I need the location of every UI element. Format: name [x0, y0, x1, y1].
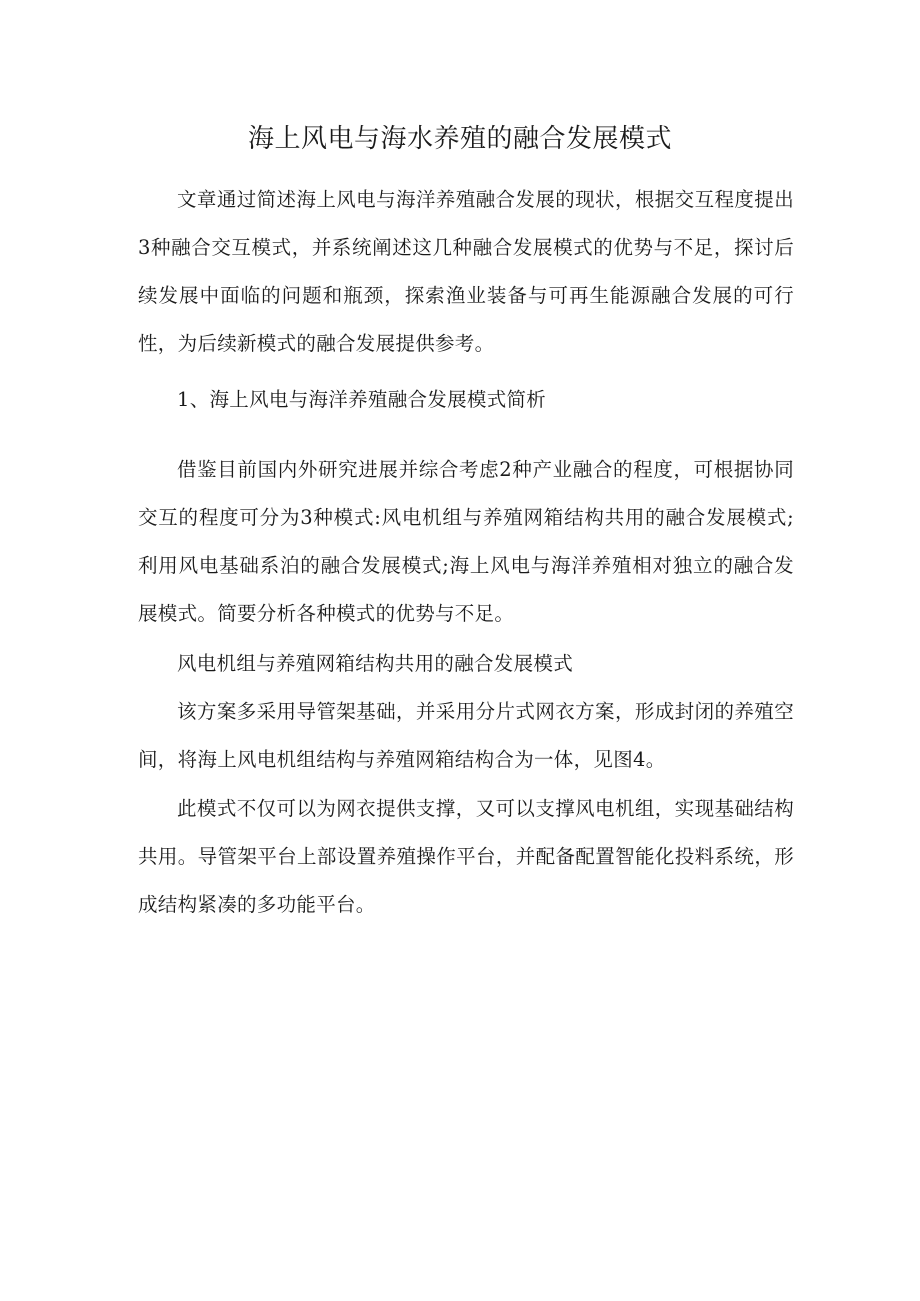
subsection-paragraph-2: 此模式不仅可以为网衣提供支撑，又可以支撑风电机组，实现基础结构共用。导管架平台上部设置养殖操作平台，并配备配置智能化投料系统，形成结构紧凑的多功能平台。 [138, 797, 794, 916]
section-1-heading: 1、海上风电与海洋养殖融合发展模式简析 [177, 388, 547, 411]
abstract-paragraph: 文章通过简述海上风电与海洋养殖融合发展的现状，根据交互程度提出3种融合交互模式，并系统阐述这几种融合发展模式的优势与不足，探讨后续发展中面临的问题和瓶颈，探索渔业装备与可再生能源融合发展的可行性，为后续新模式的融合发展提供参考。 [138, 188, 794, 355]
document-title: 海上风电与海水养殖的融合发展模式 [247, 124, 672, 154]
subsection-paragraph-1: 该方案多采用导管架基础，并采用分片式网衣方案，形成封闭的养殖空间，将海上风电机组结构与养殖网箱结构合为一体，见图4。 [138, 700, 794, 771]
section-1-paragraph: 借鉴目前国内外研究进展并综合考虑2种产业融合的程度，可根据协同交互的程度可分为3种模式:风电机组与养殖网箱结构共用的融合发展模式;利用风电基础系泊的融合发展模式;海上风电与海洋养殖相对独立的融合发展模式。简要分析各种模式的优势与不足。 [138, 458, 794, 625]
subsection-heading: 风电机组与养殖网箱结构共用的融合发展模式 [177, 652, 574, 675]
